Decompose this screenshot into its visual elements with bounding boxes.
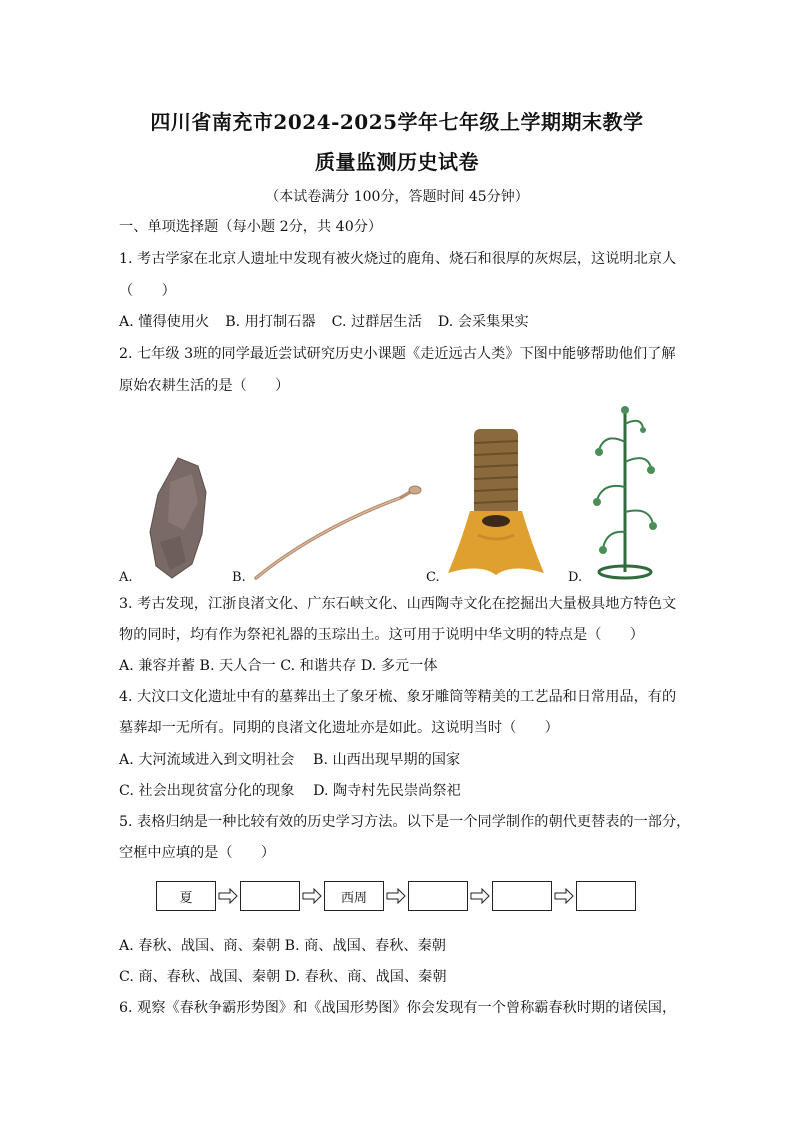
arrow-right-icon: [302, 888, 322, 904]
dynasty-box-1: 夏: [156, 881, 216, 911]
q2-image-label-a[interactable]: A.: [119, 570, 133, 585]
q5-stem-line1: 5. 表格归纳是一种比较有效的历史学习方法。以下是一个同学制作的朝代更替表的一部分，: [119, 814, 691, 830]
arrow-right-icon: [554, 888, 574, 904]
dynasty-box-5[interactable]: [492, 881, 552, 911]
q6-stem-line1: 6. 观察《春秋争霸形势图》和《战国形势图》你会发现有一个曾称霸春秋时期的诸侯国，: [119, 1000, 677, 1016]
paper-title-line1: 四川省南充市2024-2025学年七年级上学期期末教学: [150, 110, 644, 134]
paper-subtitle: （本试卷满分 100分，答题时间 45分钟）: [265, 189, 529, 205]
q1-option-c[interactable]: C. 过群居生活: [331, 314, 422, 330]
q5-stem-line2: 空框中应填的是（ ）: [119, 845, 276, 861]
stone-tool-image: [140, 452, 220, 582]
q1-option-d[interactable]: D. 会采集果实: [437, 314, 529, 330]
q2-image-label-b[interactable]: B.: [232, 570, 246, 585]
q2-stem-line2: 原始农耕生活的是（ ）: [119, 378, 290, 394]
q2-image-label-d[interactable]: D.: [568, 570, 583, 585]
q2-image-label-c[interactable]: C.: [426, 570, 440, 585]
dynasty-box-2[interactable]: [240, 881, 300, 911]
q3-stem-line1: 3. 考古发现，江浙良渚文化、广东石峡文化、山西陶寺文化在挖掘出大量极具地方特色文: [119, 596, 677, 612]
q4-stem-line2: 墓葬却一无所有。同期的良渚文化遗址亦是如此。这说明当时（ ）: [119, 720, 559, 736]
q1-stem-line1: 1. 考古学家在北京人遗址中发现有被火烧过的鹿角、烧石和很厚的灰烬层，这说明北京人: [119, 251, 677, 267]
q3-options[interactable]: A. 兼容并蓄 B. 天人合一 C. 和谐共存 D. 多元一体: [119, 658, 438, 674]
q1-option-a[interactable]: A. 懂得使用火: [119, 314, 210, 330]
dynasty-box-4[interactable]: [408, 881, 468, 911]
bone-spade-image: [440, 425, 550, 583]
q5-options-line1[interactable]: A. 春秋、战国、商、秦朝 B. 商、战国、春秋、秦朝: [119, 938, 446, 954]
paper-title-line2: 质量监测历史试卷: [315, 150, 479, 174]
q1-stem-line2: （ ）: [119, 283, 176, 299]
q5-options-line2[interactable]: C. 商、春秋、战国、秦朝 D. 春秋、商、战国、秦朝: [119, 969, 447, 985]
q3-stem-line2: 物的同时，均有作为祭祀礼器的玉琮出土。这可用于说明中华文明的特点是（ ）: [119, 627, 644, 643]
dynasty-box-3: 西周: [324, 881, 384, 911]
q1-option-b[interactable]: B. 用打制石器: [225, 314, 316, 330]
q4-options-line2[interactable]: C. 社会出现贫富分化的现象 D. 陶寺村先民崇尚祭祀: [119, 783, 461, 799]
arrow-right-icon: [470, 888, 490, 904]
q1-options: [119, 311, 545, 331]
dynasty-box-6[interactable]: [576, 881, 636, 911]
q4-options-line1[interactable]: A. 大河流域进入到文明社会 B. 山西出现早期的国家: [119, 752, 461, 768]
q2-stem-line1: 2. 七年级 3班的同学最近尝试研究历史小课题《走近远古人类》下图中能够帮助他们了解: [119, 346, 676, 362]
bone-needle-image: [250, 480, 430, 585]
q4-stem-line1: 4. 大汶口文化遗址中有的墓葬出土了象牙梳、象牙雕筒等精美的工艺品和日常用品，有的: [119, 689, 677, 705]
arrow-right-icon: [386, 888, 406, 904]
section-heading: 一、单项选择题（每小题 2分，共 40分）: [119, 219, 383, 235]
arrow-right-icon: [218, 888, 238, 904]
bronze-tree-image: [585, 402, 665, 582]
